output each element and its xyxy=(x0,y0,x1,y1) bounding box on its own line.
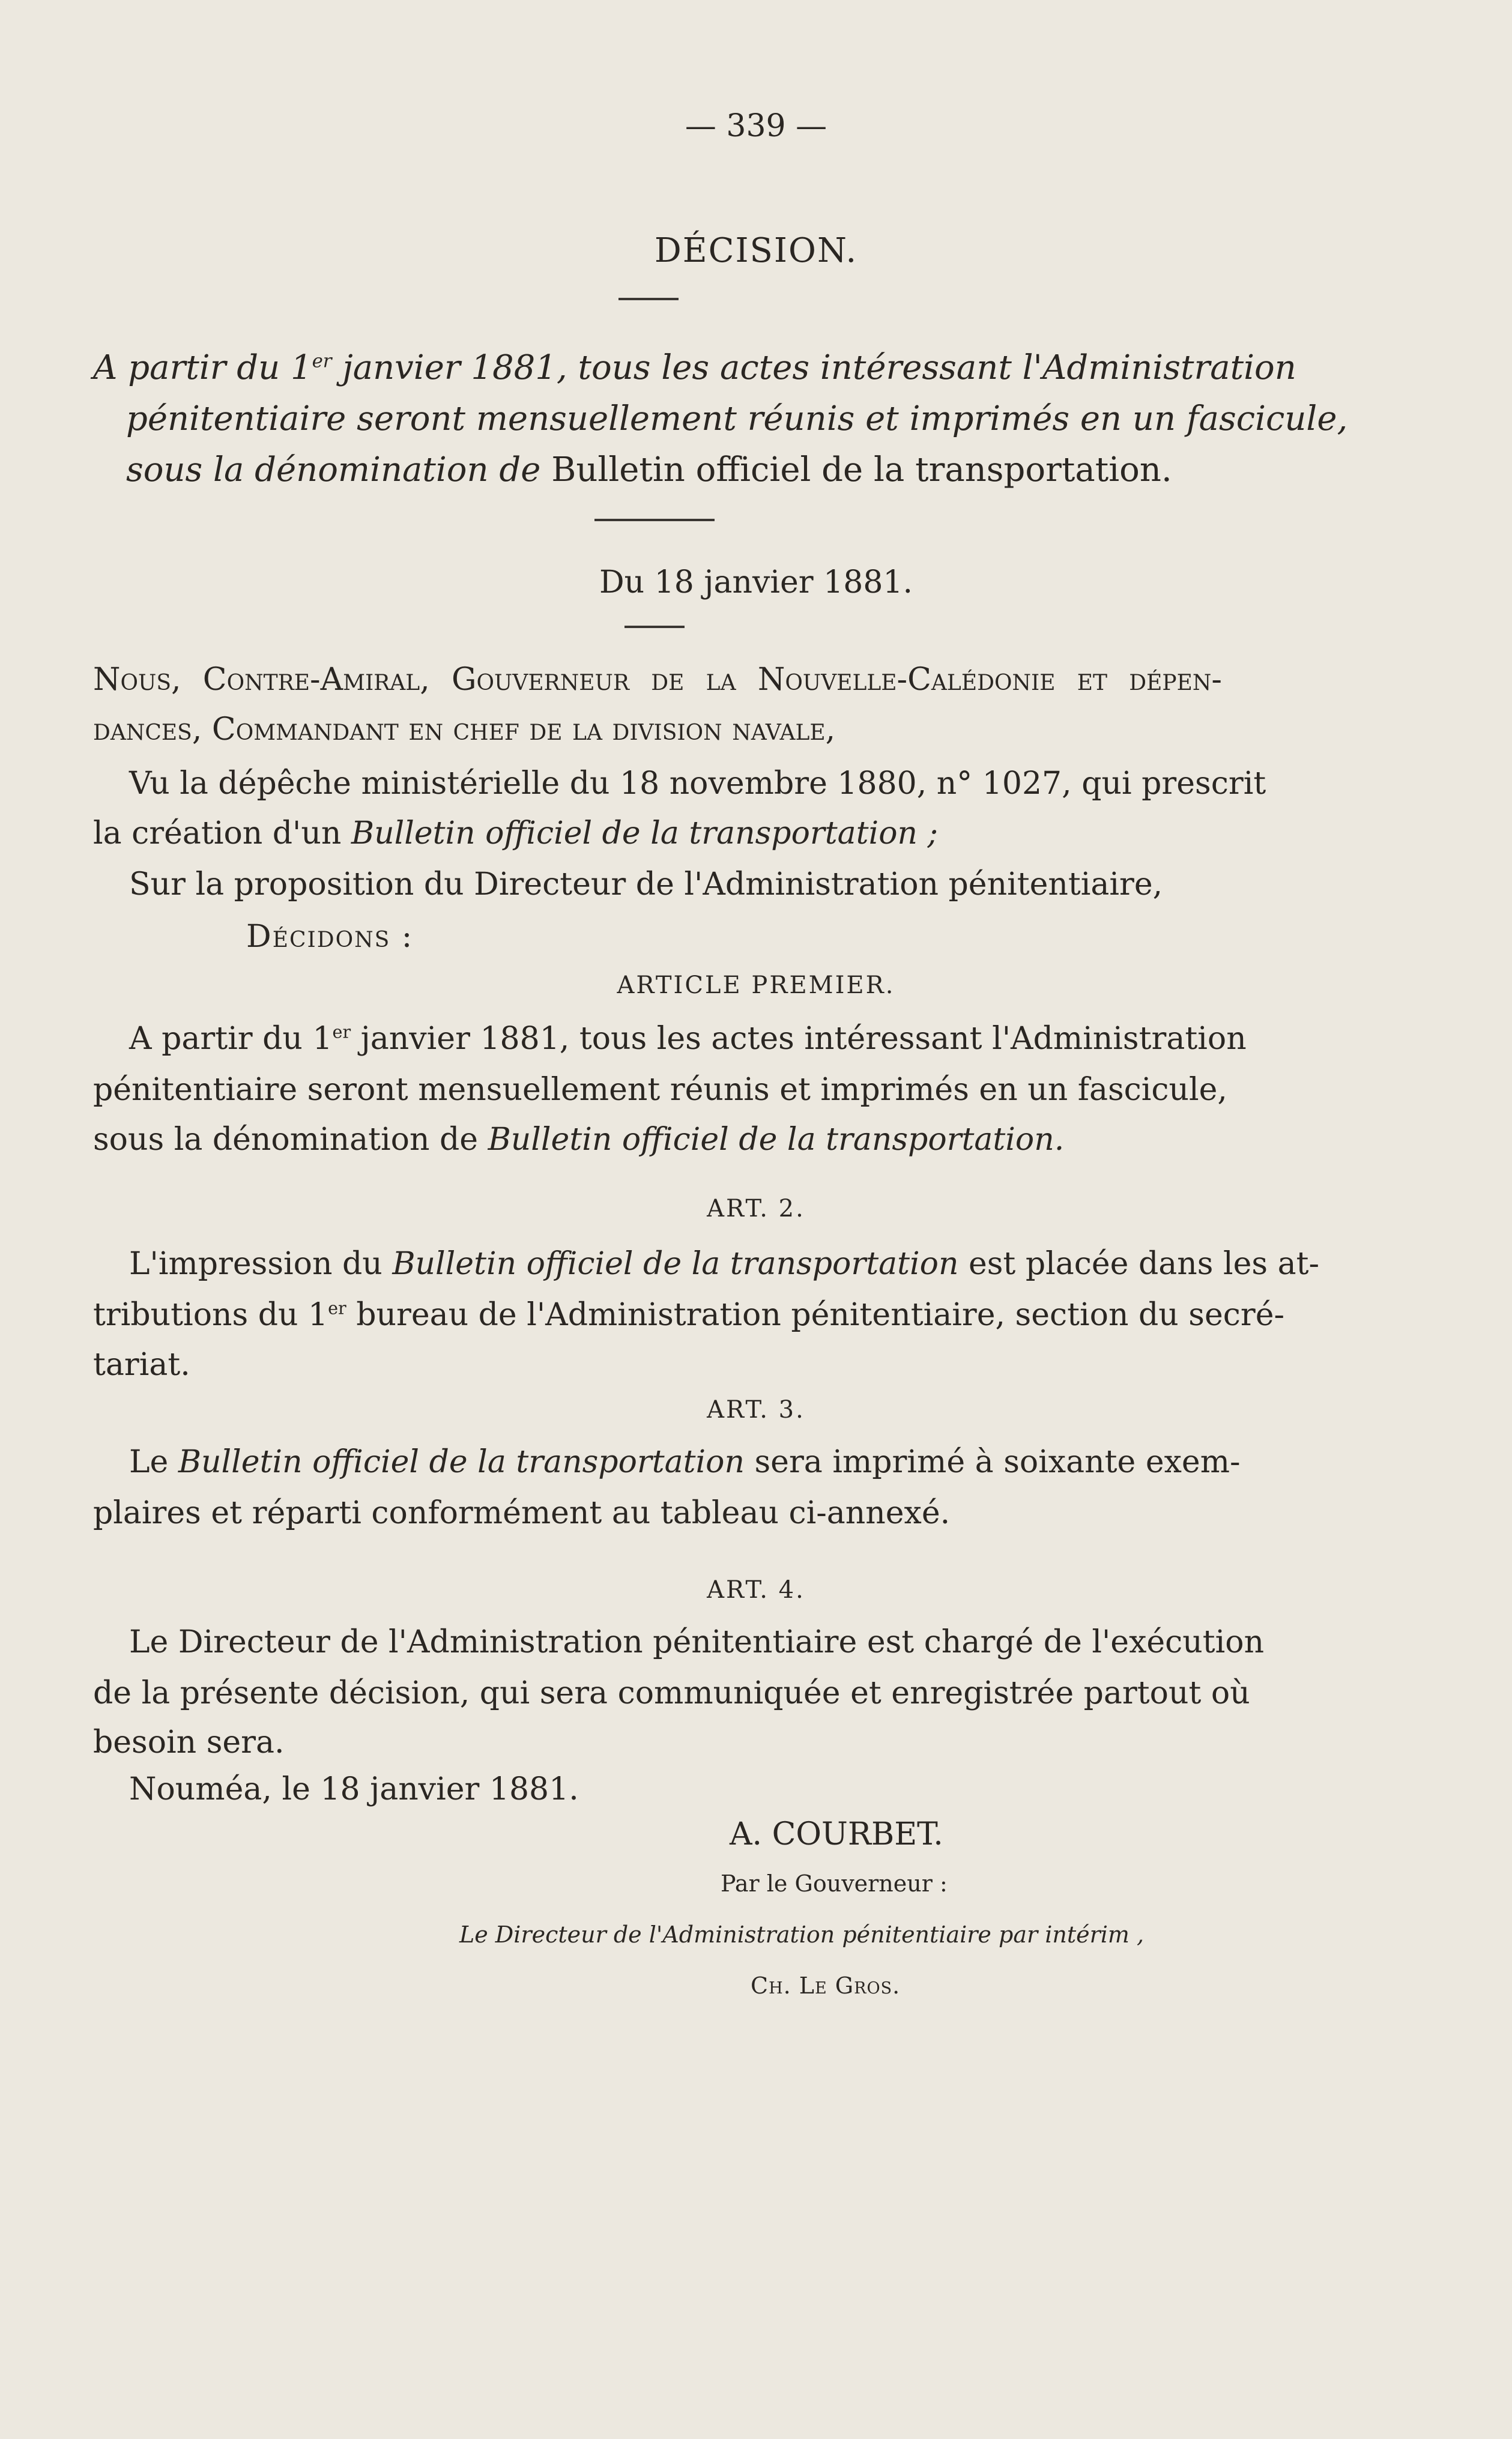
vu-line-1: Vu la dépêche ministérielle du 18 novembre 1880, n° 1027, qui prescrit xyxy=(129,766,1266,802)
article-1-line-2: pénitentiaire seront mensuellement réunis et imprimés en un fascicule, xyxy=(93,1072,1227,1108)
par-le-gouverneur: Par le Gouverneur : xyxy=(721,1870,948,1897)
page-number: — 339 — xyxy=(685,108,827,144)
article-3-line-2: plaires et réparti conformément au tableau ci-annexé. xyxy=(93,1495,951,1531)
article-2-line-2: tributions du 1er bureau de l'Administration pénitentiaire, section du secré- xyxy=(93,1297,1285,1333)
title-rule xyxy=(618,298,679,300)
article-4-line-3: besoin sera. xyxy=(93,1724,285,1760)
director-name: Ch. Le Gros. xyxy=(751,1972,901,1999)
date-rule xyxy=(624,626,685,628)
article-2-line-1: L'impression du Bulletin officiel de la transportation est placée dans les at- xyxy=(129,1246,1320,1282)
preamble-line-2: dances, Commandant en chef de la division navale, xyxy=(93,712,836,748)
article-1-line-3: sous la dénomination de Bulletin officiel de la transportation. xyxy=(93,1122,1065,1158)
summary-rule xyxy=(594,519,715,521)
signature: A. COURBET. xyxy=(730,1816,943,1852)
vu-line-2: la création d'un Bulletin officiel de la transportation ; xyxy=(93,815,939,851)
article-4-line-1: Le Directeur de l'Administration pénitentiaire est chargé de l'exécution xyxy=(129,1624,1265,1660)
place-date: Nouméa, le 18 janvier 1881. xyxy=(129,1771,579,1807)
article-4-line-2: de la présente décision, qui sera communiquée et enregistrée partout où xyxy=(93,1675,1250,1711)
article-4-heading: ART. 4. xyxy=(707,1576,805,1604)
article-2-line-3: tariat. xyxy=(93,1347,190,1383)
summary-line-1: A partir du 1er janvier 1881, tous les actes intéressant l'Administration xyxy=(93,348,1296,387)
date-line: Du 18 janvier 1881. xyxy=(599,564,913,600)
article-2-heading: ART. 2. xyxy=(707,1195,805,1223)
summary-line-2: pénitentiaire seront mensuellement réunis et imprimés en un fascicule, xyxy=(126,399,1348,438)
sur-line: Sur la proposition du Directeur de l'Administration pénitentiaire, xyxy=(129,866,1163,902)
article-1-line-1: A partir du 1er janvier 1881, tous les actes intéressant l'Administration xyxy=(129,1021,1247,1057)
article-3-line-1: Le Bulletin officiel de la transportation sera imprimé à soixante exem- xyxy=(129,1444,1241,1480)
preamble-line-1: Nous, Contre-Amiral, Gouverneur de la Nouvelle-Calédonie et dépen- xyxy=(93,662,1222,698)
article-1-heading: ARTICLE PREMIER. xyxy=(617,972,895,999)
director-title: Le Directeur de l'Administration pénitentiaire par intérim , xyxy=(459,1921,1145,1948)
page-title: DÉCISION. xyxy=(654,231,858,270)
decidons: Décidons : xyxy=(246,919,414,955)
article-3-heading: ART. 3. xyxy=(707,1396,805,1424)
summary-line-3: sous la dénomination de Bulletin officiel de la transportation. xyxy=(126,450,1172,489)
